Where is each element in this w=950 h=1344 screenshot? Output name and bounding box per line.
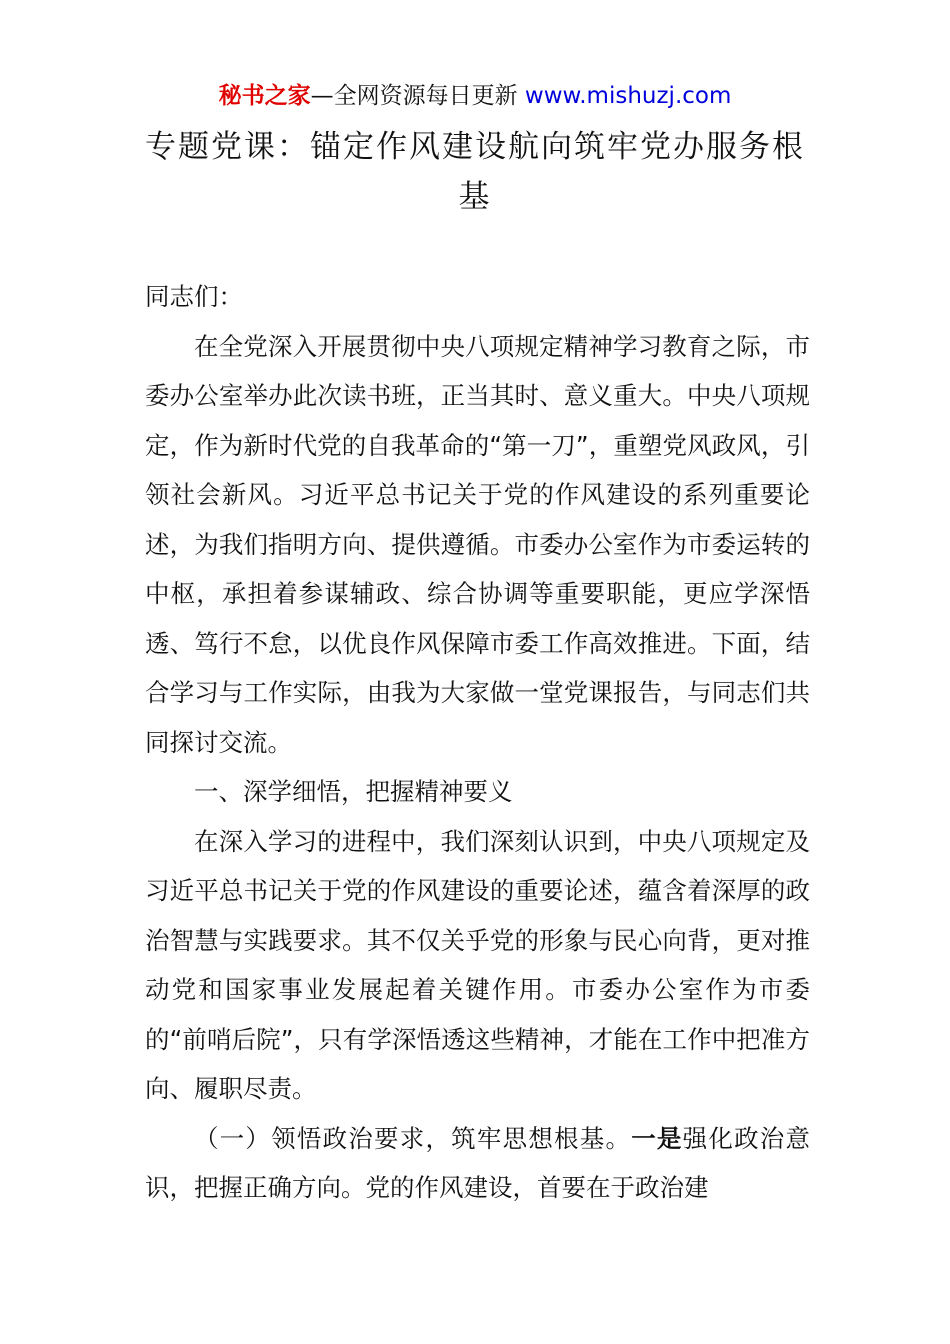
site-header [0, 80, 950, 112]
section-heading: 一、深学细悟，把握精神要义 [194, 777, 513, 806]
paragraph-intro: 在全党深入开展贯彻中央八项规定精神学习教育之际，市委办公室举办此次读书班，正当其时、意义重大。中央八项规定，作为新时代党的自我革命的“第一刀”，重塑党风政风，引领社会新风。习近平总书记关于党的作风建设的系列重要论述，为我们指明方向、提供遵循。市委办公室作为市委运转的中枢，承担着参谋辅政、综合协调等重要职能，更应学深悟透、笃行不怠，以优良作风保障市委工作高效推进。下面，结合学习与工作实际，由我为大家做一堂党课报告，与同志们共同探讨交流。 [145, 331, 810, 757]
point-marker: 一是 [631, 1123, 683, 1153]
document-title: 专题党课：锚定作风建设航向筑牢党办服务根基 [145, 129, 805, 215]
paragraph-subsection-1 [145, 1114, 810, 1213]
subsection-lead: （一）领悟政治要求，筑牢思想根基。 [194, 1123, 632, 1153]
header-tagline: —全网资源每日更新 [310, 83, 525, 109]
paragraph-section-1: 在深入学习的进程中，我们深刻认识到，中央八项规定及习近平总书记关于党的作风建设的重要论述，蕴含着深厚的政治智慧与实践要求。其不仅关乎党的形象与民心向背，更对推动党和国家事业发展起着关键作用。市委办公室作为市委的“前哨后院”，只有学深悟透这些精神，才能在工作中把准方向、履职尽责。 [145, 826, 810, 1103]
site-url-link[interactable]: www.mishuzj.com [524, 83, 732, 109]
brand-name: 秘书之家 [218, 83, 311, 109]
salutation: 同志们： [145, 282, 243, 311]
subsection-text: 强化政治意识，把握正确方向。党的作风建设，首要在于政治建 [145, 1123, 811, 1202]
document-body [145, 272, 810, 1213]
